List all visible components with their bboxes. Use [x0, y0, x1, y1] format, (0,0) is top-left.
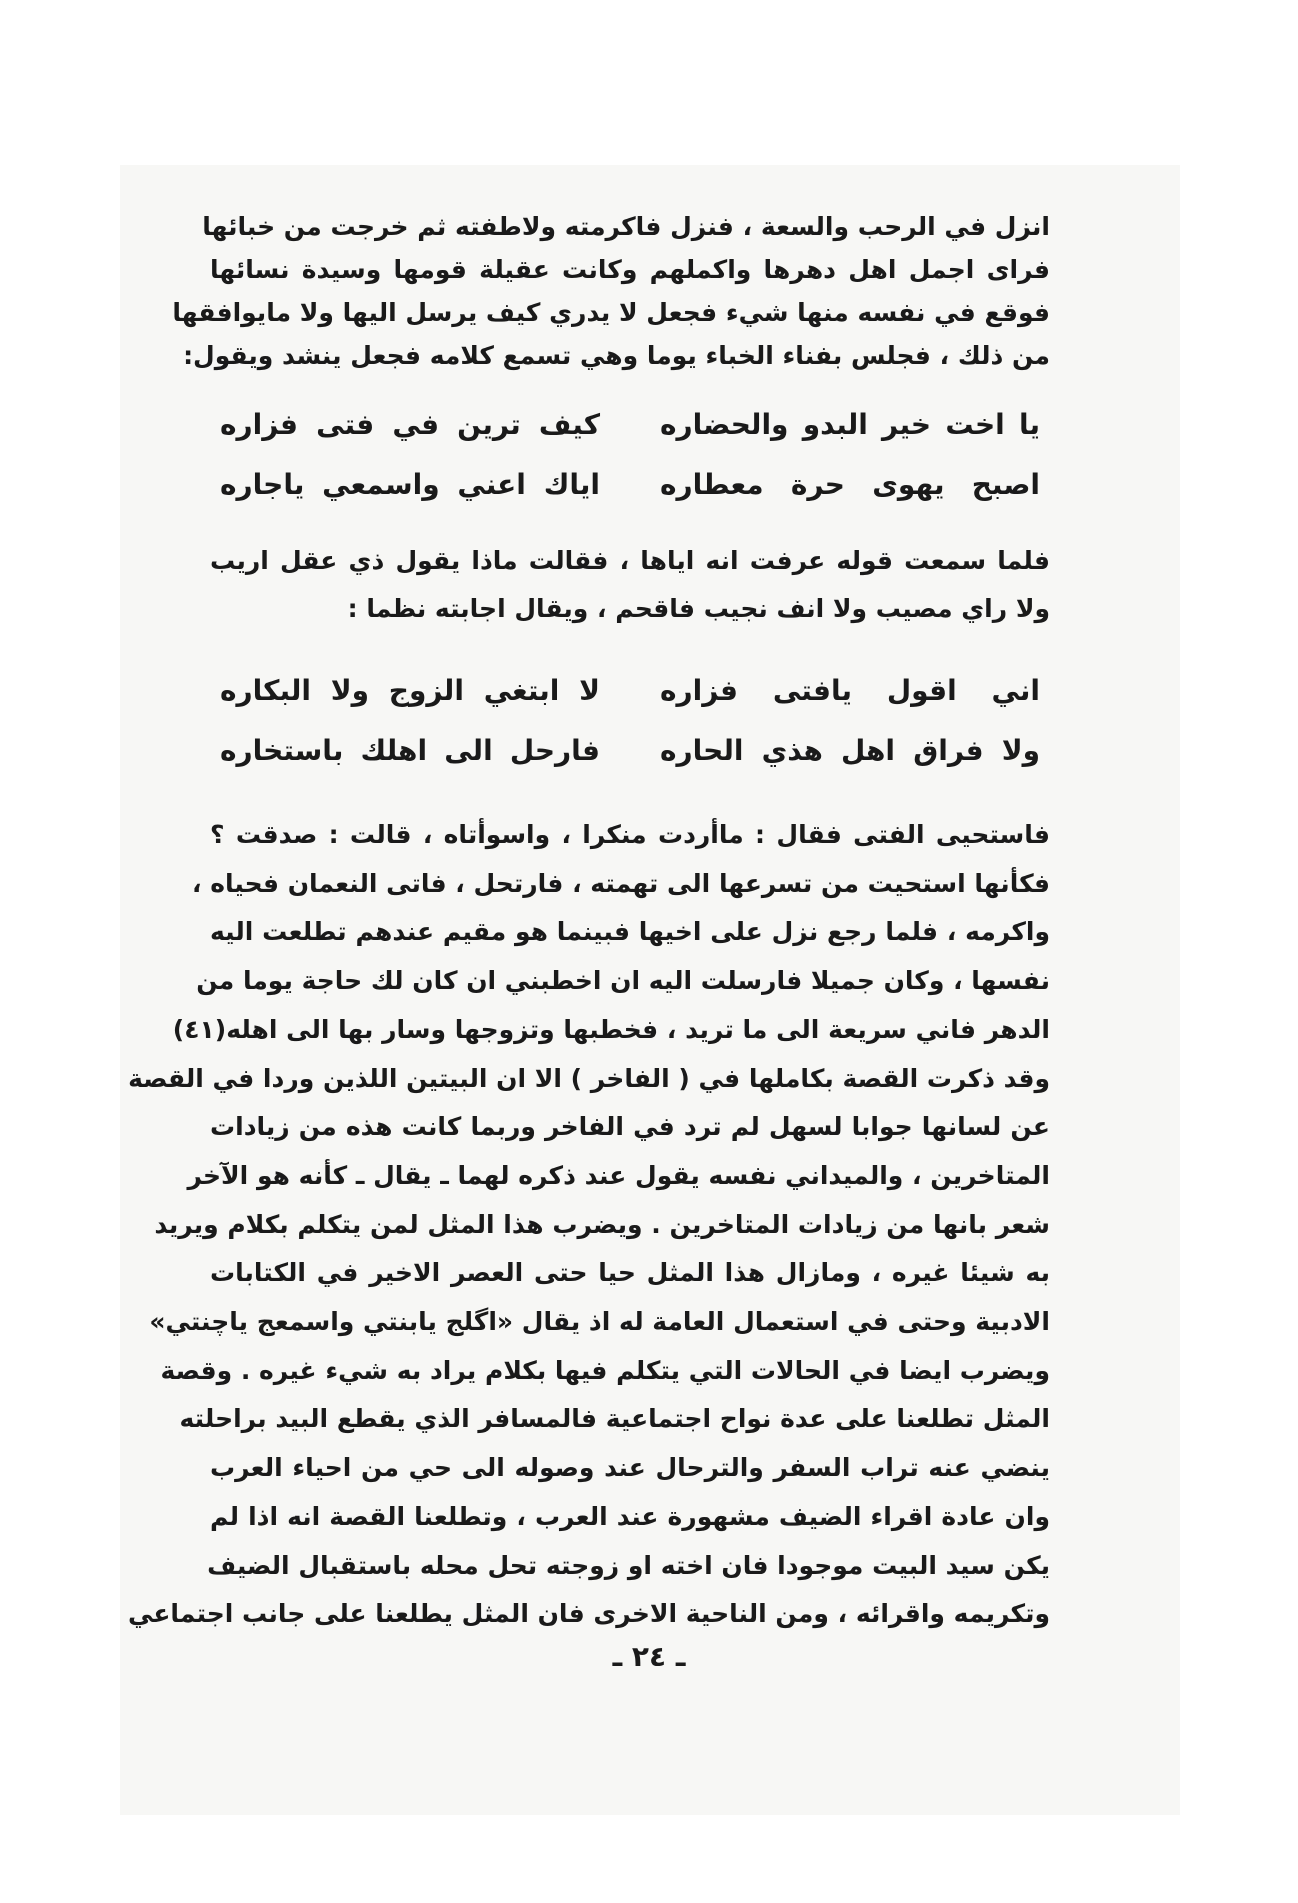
- verse-hemistich: اياك اعني واسمعي ياجاره: [220, 468, 600, 501]
- text-line: فكأنها استحيت من تسرعها الى تهمته ، فارتحل ، فاتى النعمان فحياه ،: [192, 868, 1050, 898]
- text-line: وتكريمه واقرائه ، ومن الناحية الاخرى فان المثل يطلعنا على جانب اجتماعي: [128, 1599, 1050, 1629]
- verse-row: [220, 721, 1040, 781]
- verse-hemistich: ولا فراق اهل هذي الحاره: [660, 734, 1040, 767]
- verse-hemistich: فارحل الى اهلك باستخاره: [220, 734, 600, 767]
- text-line: نفسها ، وكان جميلا فارسلت اليه ان اخطبني ان كان لك حاجة يوما من: [196, 966, 1050, 996]
- text-line: من ذلك ، فجلس بفناء الخباء يوما وهي تسمع كلامه فجعل ينشد ويقول:: [183, 341, 1050, 370]
- verse-hemistich: لا ابتغي الزوج ولا البكاره: [220, 674, 600, 707]
- paragraph-commentary: [128, 811, 1050, 1639]
- text-line: فوقع في نفسه منها شيء فجعل لا يدري كيف يرسل اليها ولا مايوافقها: [172, 298, 1050, 327]
- text-line: به شيئا غيره ، ومازال هذا المثل حيا حتى العصر الاخير في الكتابات: [210, 1258, 1050, 1288]
- text-line: ولا راي مصيب ولا انف نجيب فاقحم ، ويقال اجابته نظما :: [347, 594, 1050, 623]
- text-line: فراى اجمل اهل دهرها واكملهم وكانت عقيلة قومها وسيدة نسائها: [210, 255, 1050, 284]
- text-line: المثل تطلعنا على عدة نواح اجتماعية فالمسافر الذي يقطع البيد براحلته: [179, 1404, 1050, 1434]
- verse-hemistich: كيف ترين في فتى فزاره: [220, 408, 600, 441]
- text-line: يكن سيد البيت موجودا فان اخته او زوجته تحل محله باستقبال الضيف: [207, 1550, 1050, 1580]
- verse-hemistich: يا اخت خير البدو والحضاره: [660, 408, 1040, 441]
- text-line: وان عادة اقراء الضيف مشهورة عند العرب ، وتطلعنا القصة انه اذا لم: [210, 1501, 1050, 1531]
- text-line: الادبية وحتى في استعمال العامة له اذ يقال «اگلج يابنتي واسمعج ياچنتي»: [149, 1307, 1050, 1337]
- text-line: شعر بانها من زيادات المتاخرين . ويضرب هذا المثل لمن يتكلم بكلام ويريد: [154, 1209, 1050, 1239]
- verse-row: [220, 661, 1040, 721]
- text-line: عن لسانها جوابا لسهل لم ترد في الفاخر وربما كانت هذه من زيادات: [210, 1112, 1050, 1142]
- verse-row: [220, 455, 1040, 515]
- text-line: فاستحيى الفتى فقال : ماأردت منكرا ، واسوأتاه ، قالت : صدقت ؟: [210, 820, 1050, 849]
- page-content: [128, 205, 1050, 1639]
- text-line: الدهر فاني سريعة الى ما تريد ، فخطبها وتزوجها وسار بها الى اهله(٤١): [172, 1014, 1050, 1044]
- text-line: وقد ذكرت القصة بكاملها في ( الفاخر ) الا ان البيتين اللذين وردا في القصة: [128, 1063, 1050, 1093]
- poem-verse-2: [210, 661, 1050, 781]
- text-line: انزل في الرحب والسعة ، فنزل فاكرمته ولاطفته ثم خرجت من خبائها: [202, 212, 1050, 241]
- paragraph-response: [210, 537, 1050, 633]
- verse-hemistich: اصبح يهوى حرة معطاره: [660, 468, 1040, 501]
- text-line: ينضي عنه تراب السفر والترحال عند وصوله الى حي من احياء العرب: [210, 1453, 1050, 1483]
- paragraph-intro: [172, 205, 1050, 377]
- verse-row: [220, 395, 1040, 455]
- text-line: فلما سمعت قوله عرفت انه اياها ، فقالت ماذا يقول ذي عقل اريب: [210, 546, 1050, 575]
- text-line: المتاخرين ، والميداني نفسه يقول عند ذكره لهما ـ يقال ـ كأنه هو الآخر: [187, 1160, 1050, 1190]
- page-number: ـ ٢٤ ـ: [612, 1640, 686, 1673]
- poem-verse-1: [210, 395, 1050, 515]
- text-line: واكرمه ، فلما رجع نزل على اخيها فبينما هو مقيم عندهم تطلعت اليه: [210, 917, 1050, 947]
- verse-hemistich: اني اقول يافتى فزاره: [660, 674, 1040, 707]
- text-line: ويضرب ايضا في الحالات التي يتكلم فيها بكلام يراد به شيء غيره . وقصة: [160, 1355, 1050, 1385]
